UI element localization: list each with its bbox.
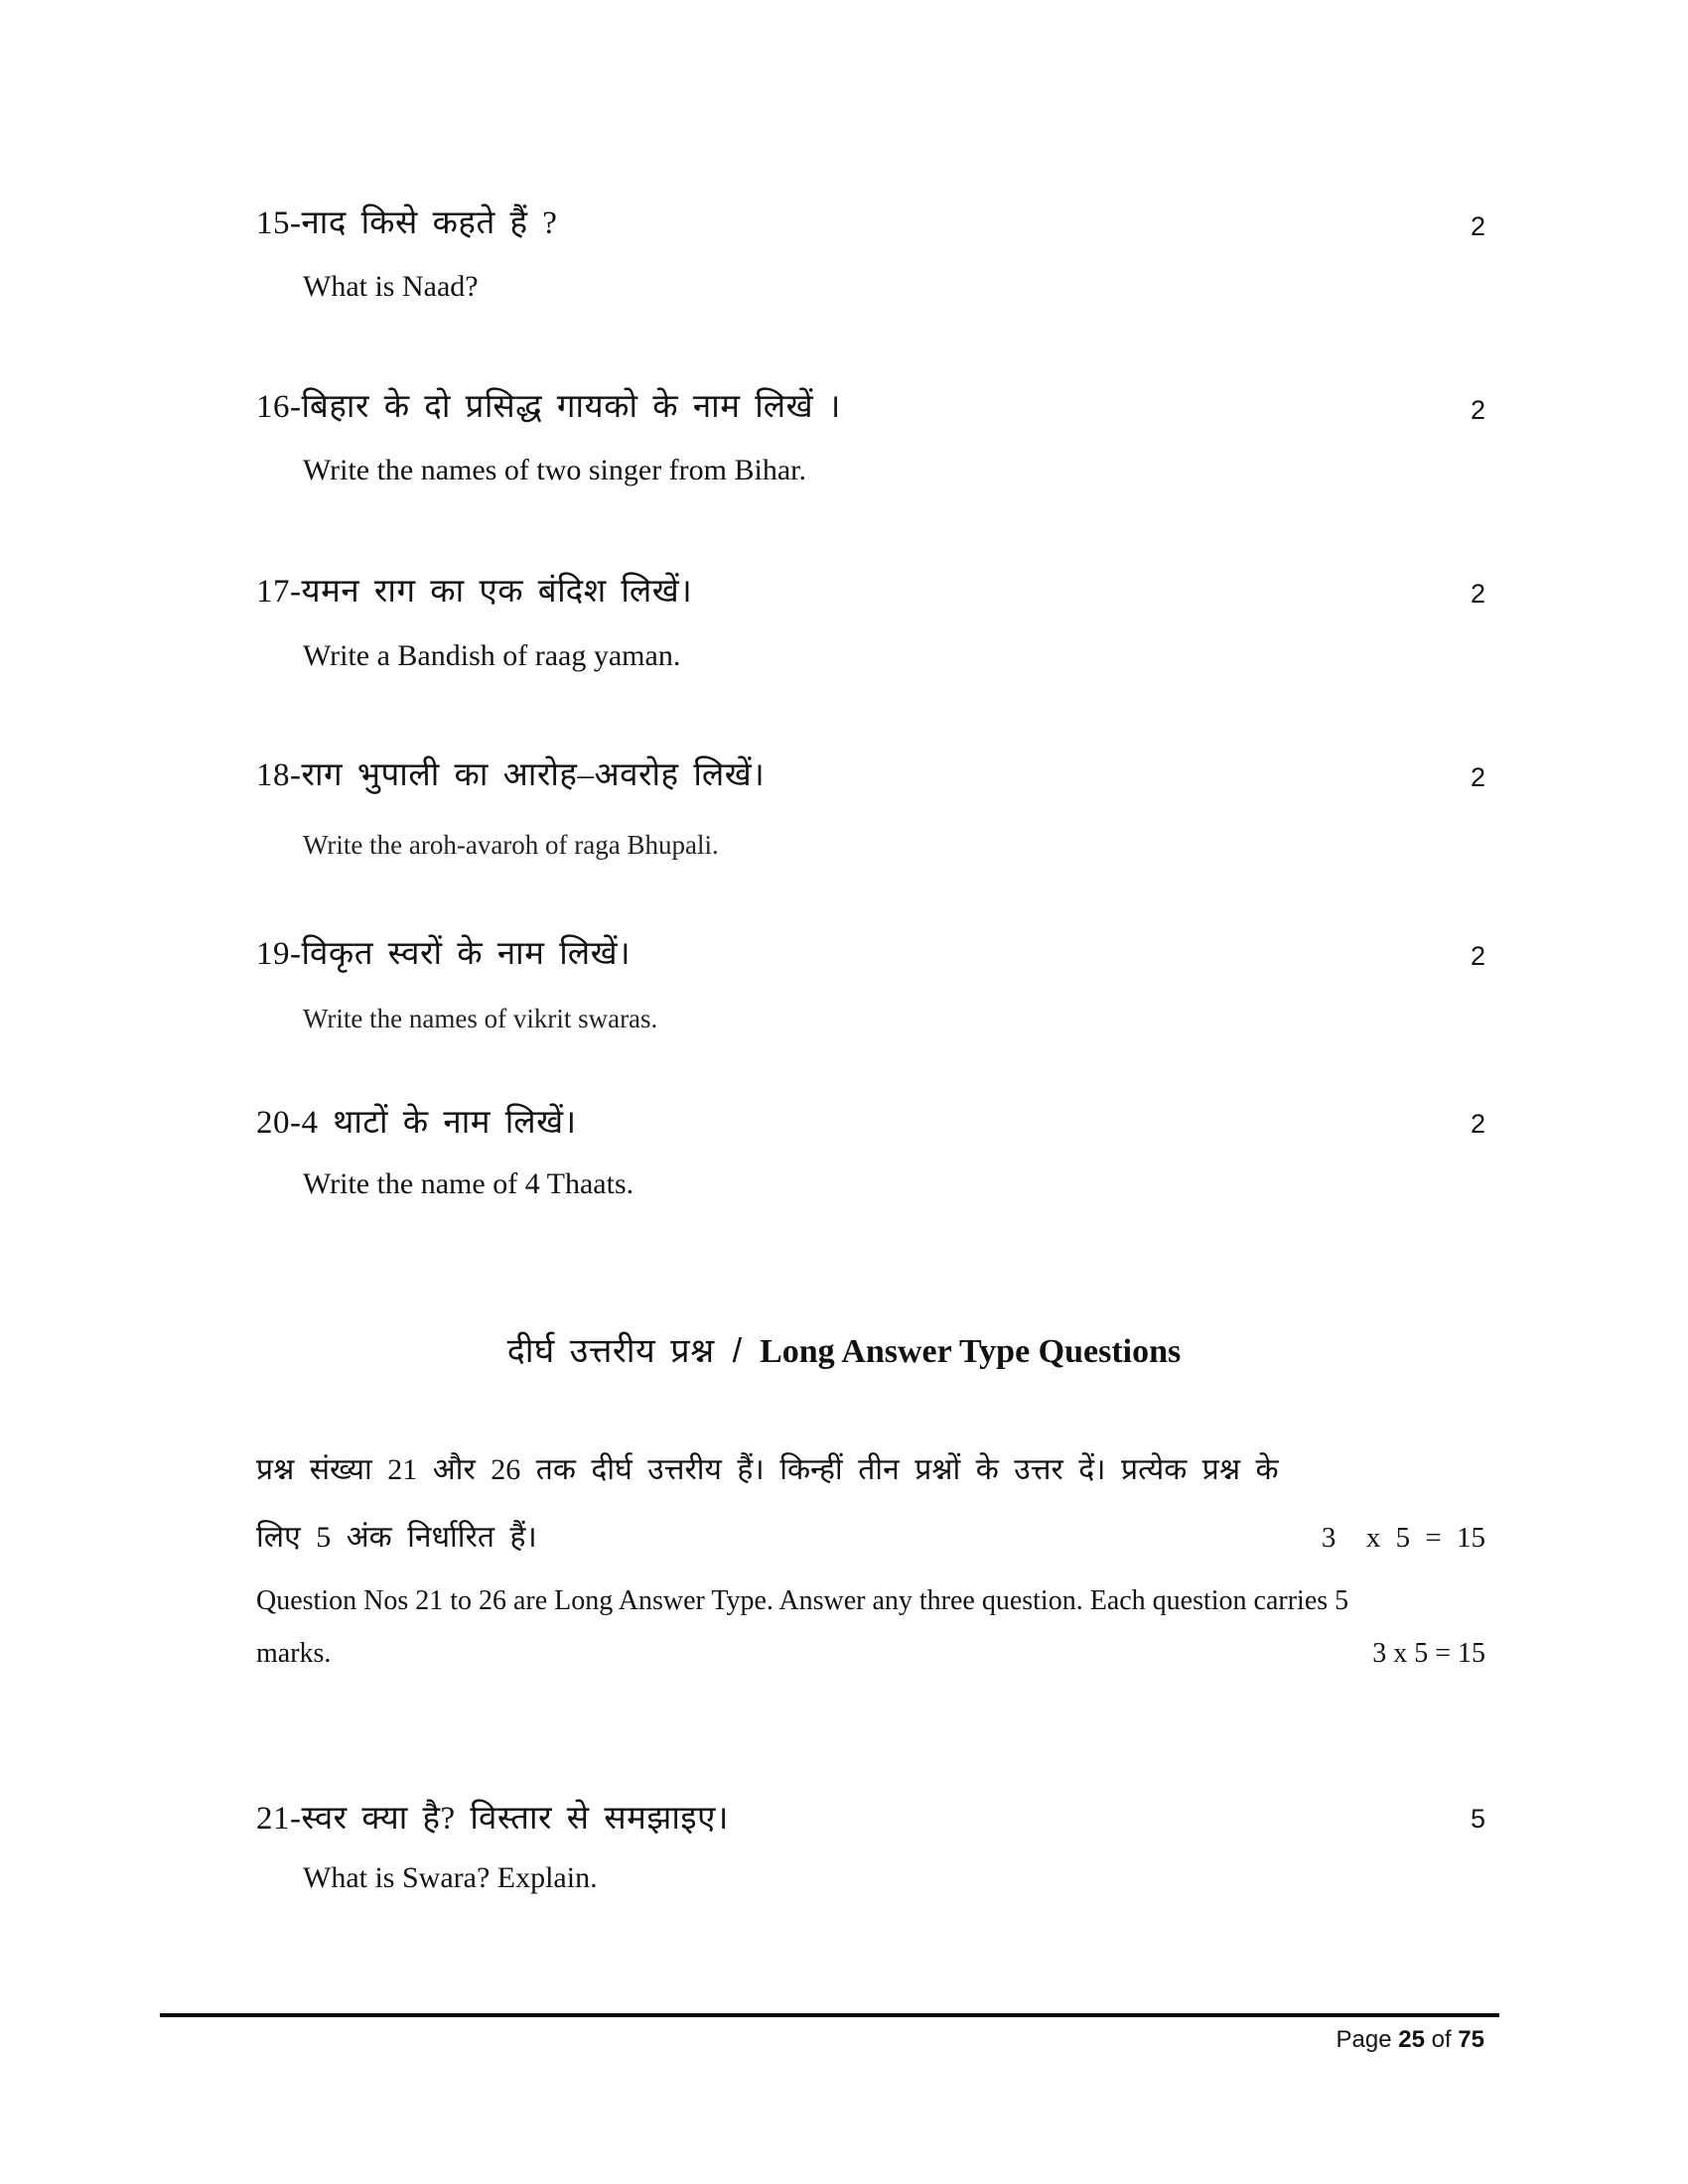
question-15-marks: 2	[1470, 211, 1485, 241]
instructions-english-line2: marks.	[256, 1638, 332, 1669]
question-16-marks: 2	[1470, 395, 1485, 425]
question-19-hindi: 19-विकृत स्वरों के नाम लिखें।	[256, 936, 632, 972]
question-18-marks: 2	[1470, 762, 1485, 792]
question-19-marks: 2	[1470, 941, 1485, 971]
heading-separator: /	[732, 1332, 743, 1370]
question-17-marks: 2	[1470, 579, 1485, 609]
page-total: 75	[1458, 2026, 1484, 2053]
footer-rule	[160, 2013, 1499, 2017]
question-20-marks: 2	[1470, 1109, 1485, 1139]
instructions-english-marks: 3 x 5 = 15	[1372, 1638, 1485, 1669]
instructions-hindi-marks: 3 x 5 = 15	[1321, 1522, 1485, 1554]
section-heading	[0, 1330, 1688, 1373]
instructions-hindi-line2: लिए 5 अंक निर्धारित हैं।	[256, 1521, 537, 1554]
question-20-hindi: 20-4 थाटों के नाम लिखें।	[256, 1105, 577, 1141]
instructions-hindi-line1: प्रश्न संख्या 21 और 26 तक दीर्घ उत्तरीय हैं। किन्हीं तीन प्रश्नों के उत्तर दें। प्रत्येक प्रश्न के	[256, 1453, 1279, 1486]
question-21-marks: 5	[1470, 1804, 1485, 1834]
question-21-english: What is Swara? Explain.	[303, 1861, 598, 1894]
page-label: Page	[1336, 2026, 1392, 2053]
section-heading-english: Long Answer Type Questions	[760, 1333, 1182, 1370]
question-16-english: Write the names of two singer from Bihar.	[303, 454, 806, 486]
question-15-hindi: 15-नाद किसे कहते हैं ?	[256, 205, 558, 241]
question-18-hindi: 18-राग भुपाली का आरोह–अवरोह लिखें।	[256, 757, 766, 793]
question-16-hindi: 16-बिहार के दो प्रसिद्ध गायको के नाम लिखें ।	[256, 389, 841, 425]
page-current: 25	[1398, 2026, 1425, 2053]
of-label: of	[1431, 2026, 1452, 2053]
question-18-english: Write the aroh-avaroh of raga Bhupali.	[303, 830, 719, 860]
instructions-english-line1: Question Nos 21 to 26 are Long Answer Type. Answer any three question. Each question carries 5	[256, 1585, 1349, 1616]
question-15-english: What is Naad?	[303, 270, 479, 303]
question-19-english: Write the names of vikrit swaras.	[303, 1004, 658, 1033]
question-17-hindi: 17-यमन राग का एक बंदिश लिखें।	[256, 574, 693, 610]
page-number	[1336, 2025, 1485, 2055]
question-21-hindi: 21-स्वर क्या है? विस्तार से समझाइए।	[256, 1801, 729, 1837]
instructions-hindi-line2-row	[256, 1519, 1485, 1557]
section-heading-hindi: दीर्घ उत्तरीय प्रश्न	[506, 1333, 715, 1370]
question-17-english: Write a Bandish of raag yaman.	[303, 639, 681, 672]
instructions-english-line2-row	[256, 1636, 1485, 1672]
question-20-english: Write the name of 4 Thaats.	[303, 1167, 634, 1200]
